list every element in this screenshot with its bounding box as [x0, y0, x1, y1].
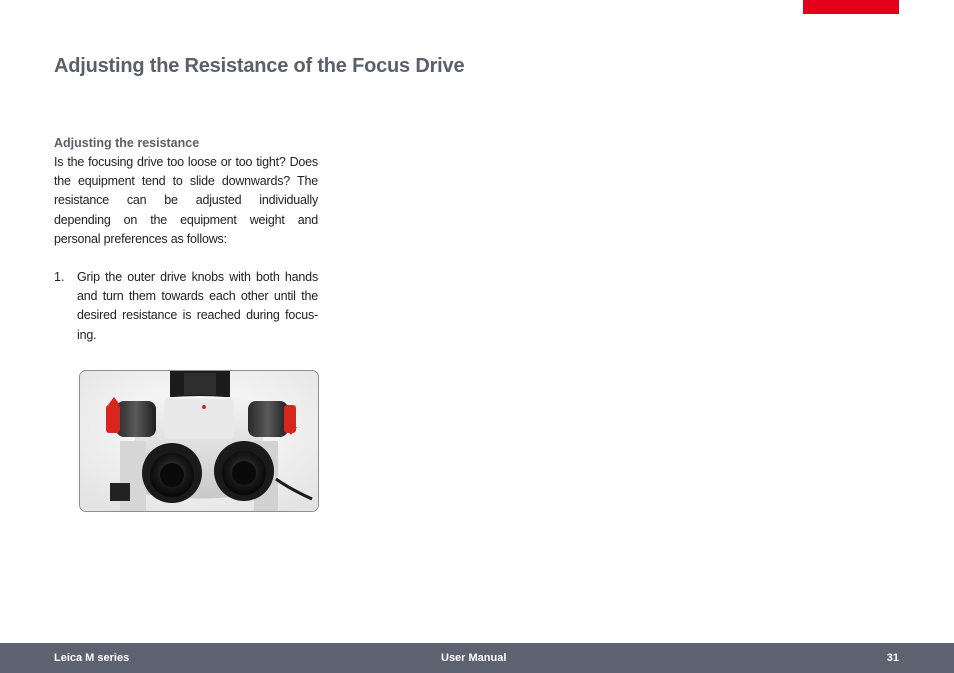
content-section — [54, 134, 318, 345]
intro-paragraph: Is the focusing drive too loose or too tight? Does the equipment tend to slide downwards? The resistance can be adjusted individually depending on the equipment weight and personal preferences as follows: — [54, 155, 318, 246]
section-heading: Adjusting the resistance — [54, 136, 200, 150]
brand-red-tab — [803, 0, 899, 14]
page-footer — [0, 643, 954, 673]
page-title: Adjusting the Resistance of the Focus Drive — [54, 55, 465, 77]
footer-document-type: User Manual — [441, 652, 507, 664]
microscope-photo — [79, 370, 319, 512]
footer-page-number: 31 — [886, 652, 899, 664]
step-text: Grip the outer drive knobs with both hands and turn them towards each other until the desired resistance is reached during focus-ing. — [77, 270, 318, 342]
step-item — [54, 268, 318, 345]
footer-product-name: Leica M series — [54, 652, 130, 664]
steps-list — [54, 268, 318, 345]
step-number: 1. — [54, 270, 65, 285]
